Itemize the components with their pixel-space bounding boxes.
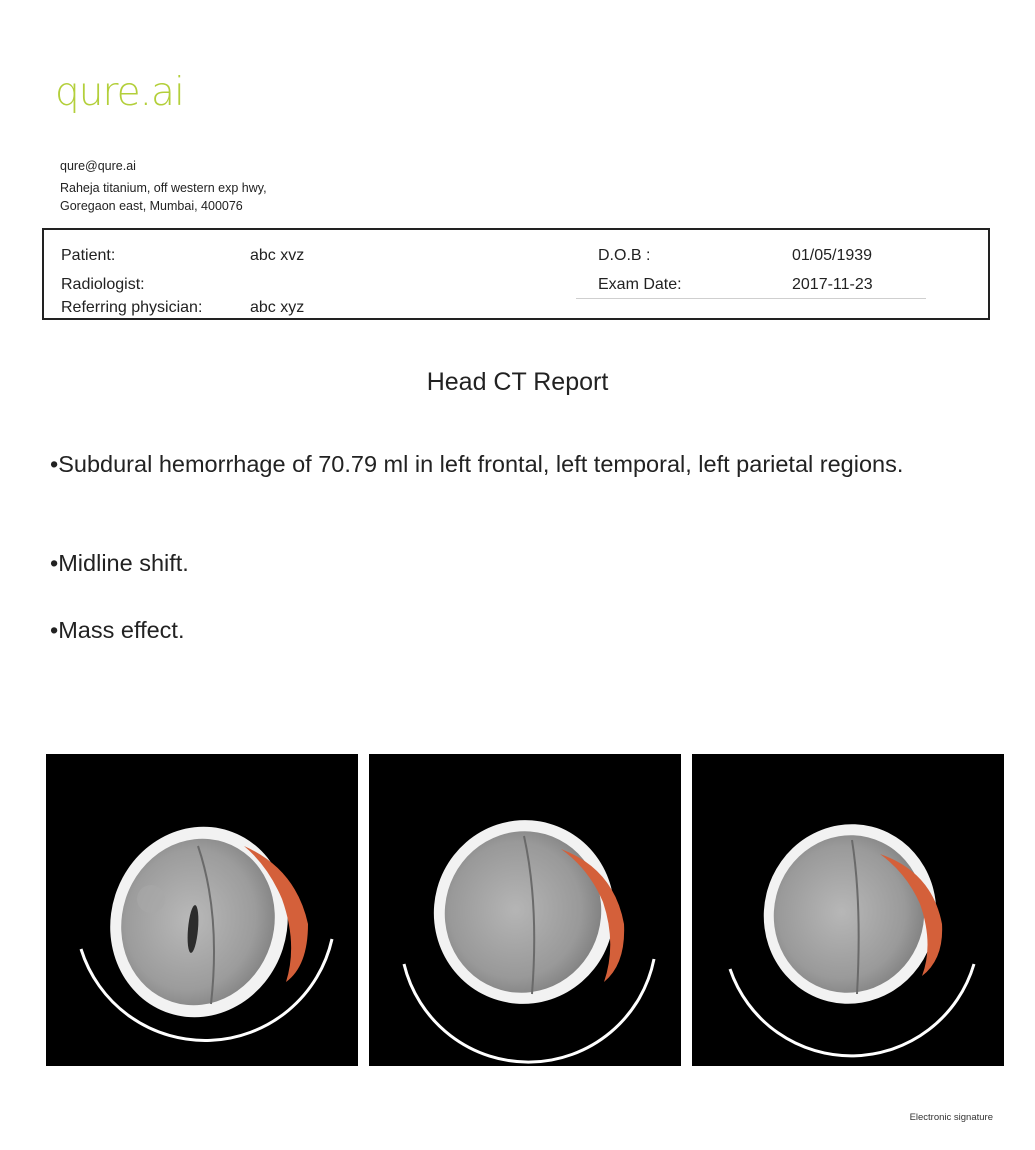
patient-value: abc xvz	[250, 247, 305, 264]
finding-text: Mass effect.	[58, 617, 185, 643]
dob-value: 01/05/1939	[792, 247, 873, 264]
finding-text: Subdural hemorrhage of 70.79 ml in left frontal, left temporal, left parietal regions.	[58, 451, 904, 477]
patient-label: Patient:	[61, 247, 116, 264]
finding-item: •Mass effect.	[50, 617, 185, 643]
ct-scan-image-3	[692, 754, 1004, 1066]
finding-item: •Subdural hemorrhage of 70.79 ml in left frontal, left temporal, left parietal regions.	[50, 451, 904, 477]
electronic-signature: Electronic signature	[909, 1112, 993, 1123]
ct-scan-image-1	[46, 754, 358, 1066]
exam-date-underline	[576, 298, 926, 299]
radiologist-label: Radiologist:	[61, 276, 145, 293]
contact-email: qure@qure.ai	[60, 159, 136, 173]
finding-item: •Midline shift.	[50, 550, 189, 576]
referring-physician-value: abc xyz	[250, 299, 305, 316]
patient-info-box	[42, 228, 990, 320]
ct-scan-image-2	[369, 754, 681, 1066]
referring-physician-label: Referring physician:	[61, 299, 203, 316]
address-line-2: Goregaon east, Mumbai, 400076	[60, 199, 243, 213]
dob-label: D.O.B :	[598, 247, 651, 264]
exam-date-value: 2017-11-23	[792, 276, 873, 293]
company-logo: qure.ai	[55, 70, 184, 115]
exam-date-label: Exam Date:	[598, 276, 682, 293]
finding-text: Midline shift.	[58, 550, 189, 576]
report-title: Head CT Report	[426, 368, 609, 396]
address-line-1: Raheja titanium, off western exp hwy,	[60, 181, 267, 195]
